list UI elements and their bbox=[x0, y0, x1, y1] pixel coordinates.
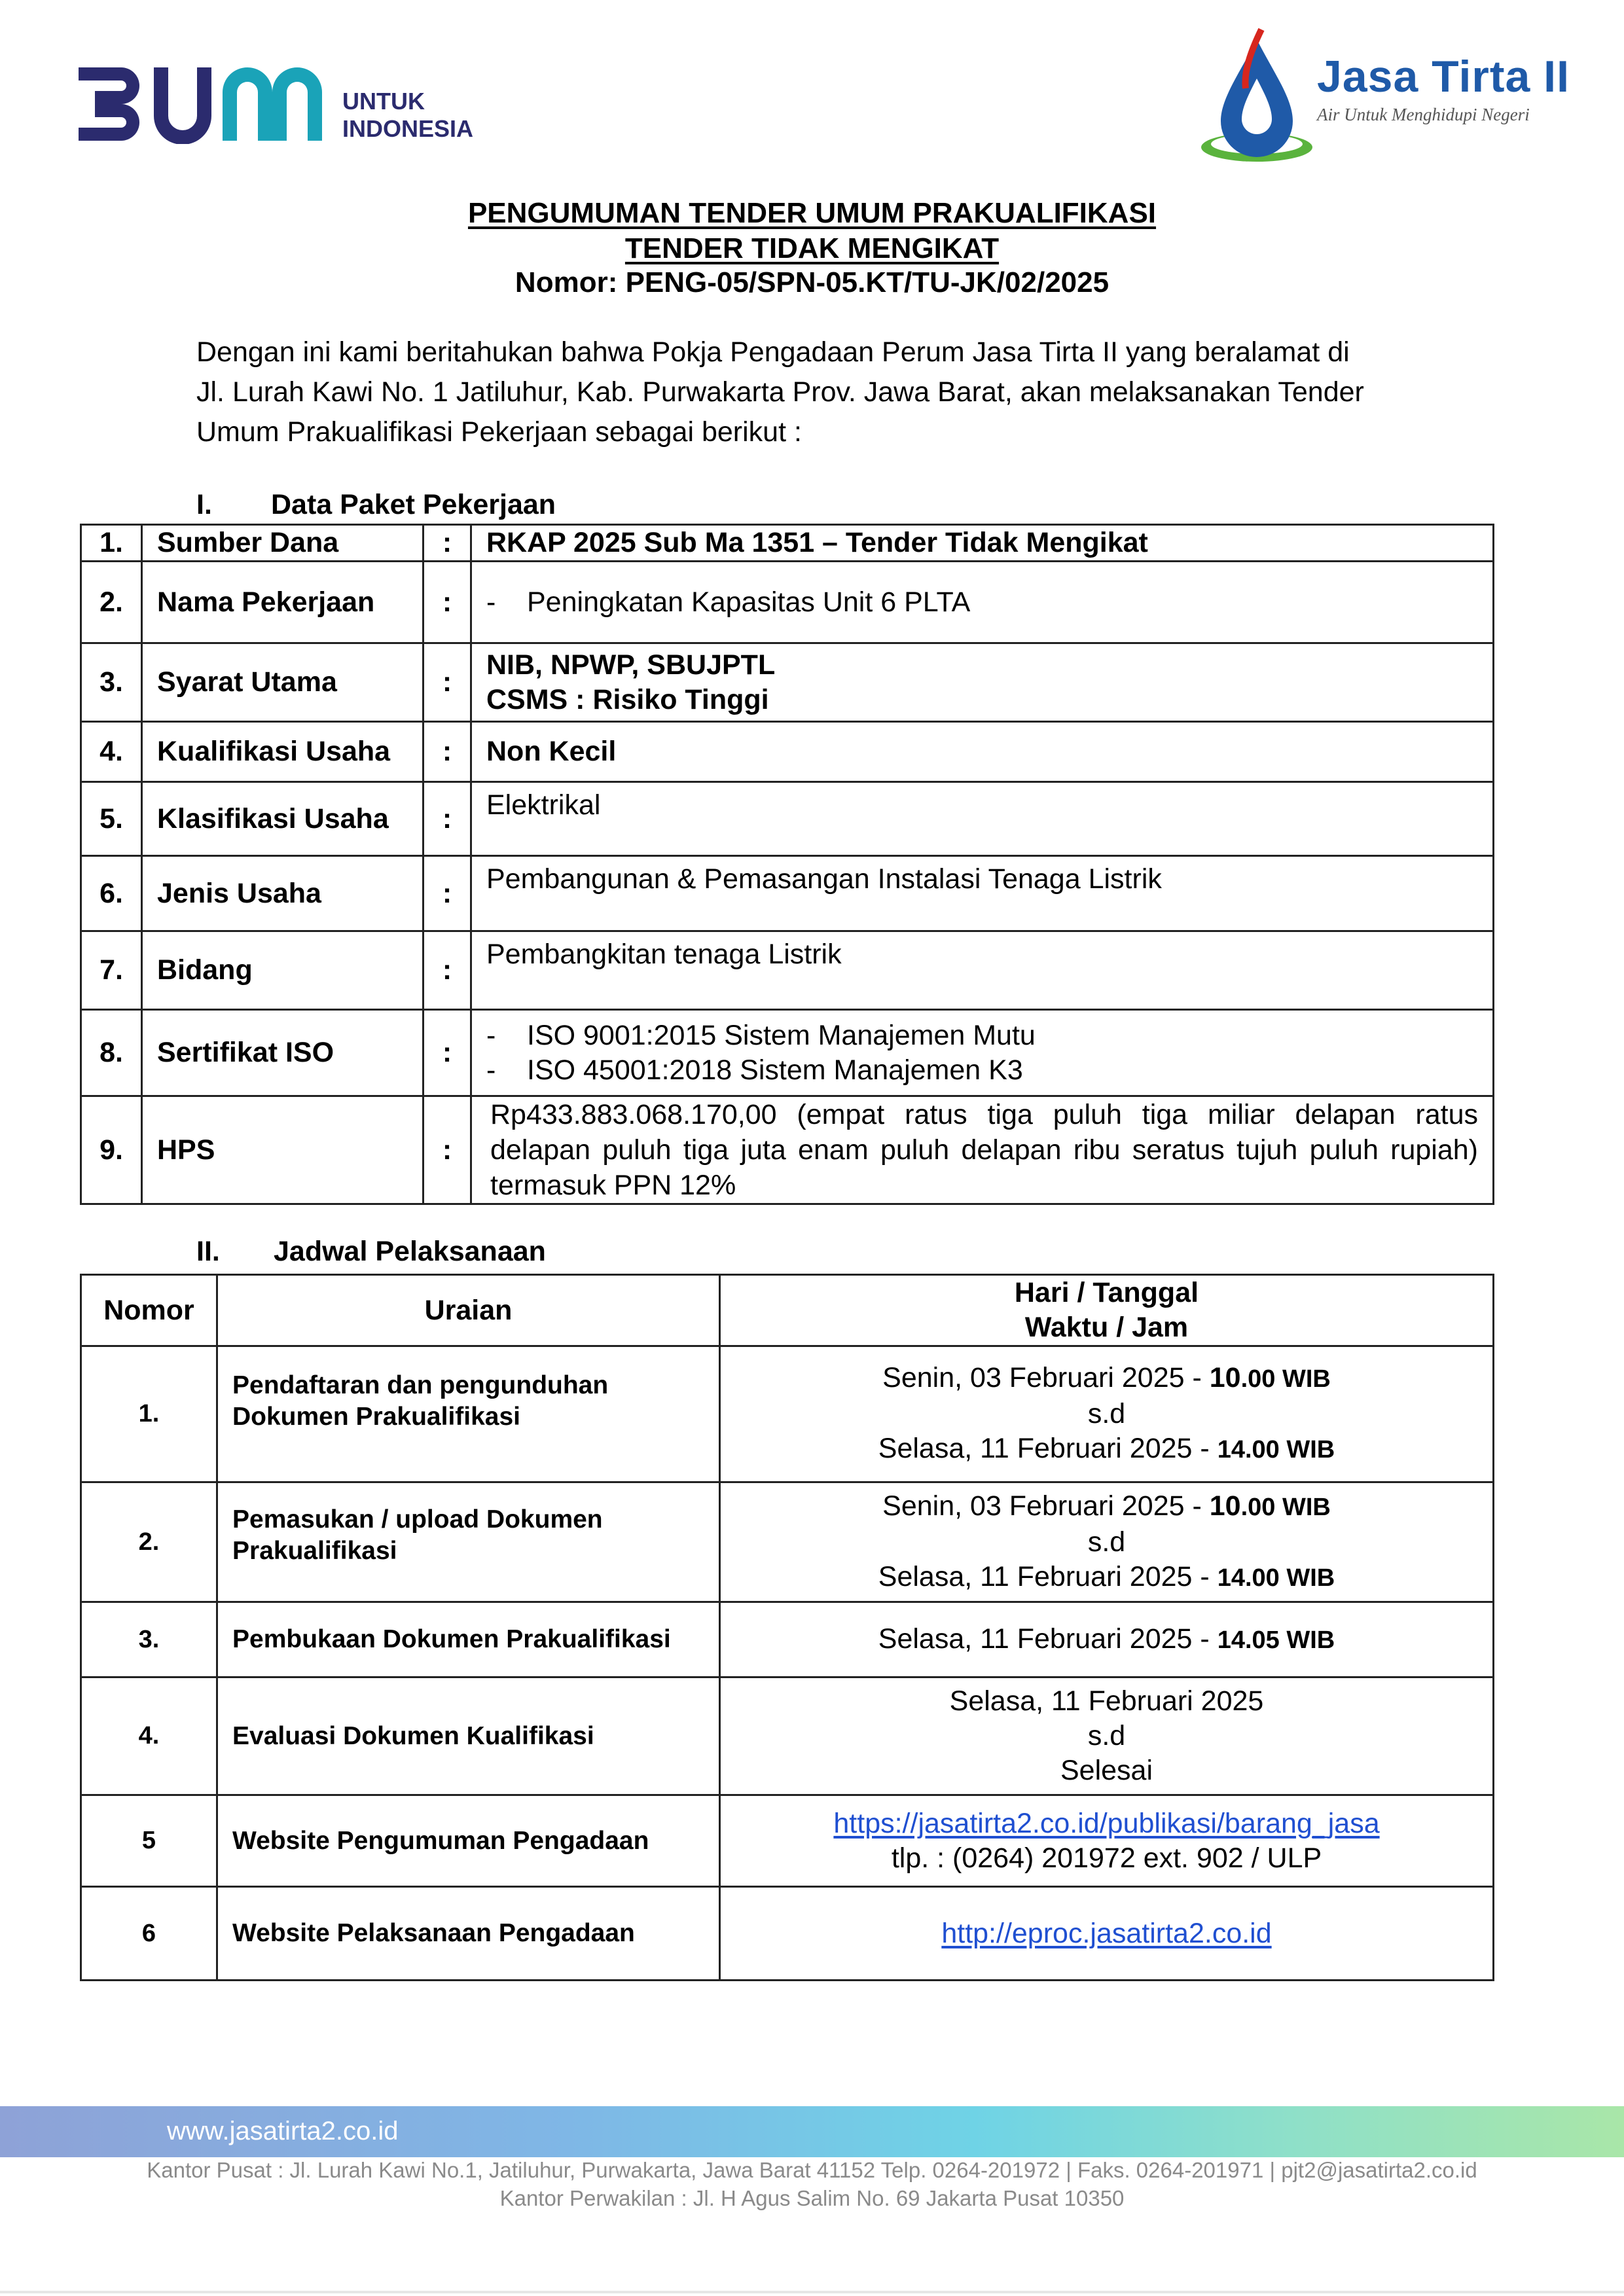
uraian-line: Prakualifikasi bbox=[232, 1537, 397, 1565]
row-number: 3. bbox=[81, 643, 142, 722]
footer-website: www.jasatirta2.co.id bbox=[167, 2117, 399, 2145]
date-text: Selasa, 11 Februari 2025 bbox=[878, 1560, 1193, 1592]
row-value: RKAP 2025 Sub Ma 1351 – Tender Tidak Mengikat bbox=[471, 525, 1494, 562]
row-tanggal bbox=[720, 1795, 1494, 1887]
time-text: 14.00 WIB bbox=[1217, 1564, 1335, 1592]
table-row bbox=[81, 525, 1494, 562]
footer-address-line: Kantor Perwakilan : Jl. H Agus Salim No. 69 Jakarta Pusat 10350 bbox=[499, 2186, 1125, 2210]
row-value-line: ISO 9001:2015 Sistem Manajemen Mutu bbox=[527, 1019, 1036, 1051]
intro-paragraph bbox=[196, 332, 1453, 452]
doc-title-line1: PENGUMUMAN TENDER UMUM PRAKUALIFIKASI bbox=[467, 197, 1157, 229]
row-colon: : bbox=[424, 1096, 471, 1204]
table-row bbox=[81, 1602, 1494, 1677]
date-text: Selasa, 11 Februari 2025 bbox=[878, 1433, 1193, 1464]
footer-address-line: Kantor Pusat : Jl. Lurah Kawi No.1, Jatiluhur, Purwakarta, Jawa Barat 41152 Telp. 0264-201972 | Faks. 0264-201971 | pjt2@jasatirta2.co.id bbox=[147, 2158, 1477, 2182]
row-value bbox=[471, 643, 1494, 722]
uraian-line: Pendaftaran dan pengunduhan bbox=[232, 1371, 609, 1399]
section-title: Jadwal Pelaksanaan bbox=[274, 1236, 546, 1267]
time-text: 14.05 WIB bbox=[1217, 1626, 1335, 1654]
doc-title-line2: TENDER TIDAK MENGIKAT bbox=[624, 232, 1000, 264]
table-row bbox=[81, 1010, 1494, 1096]
list-dash: - bbox=[486, 1054, 496, 1086]
time-text: .00 WIB bbox=[1240, 1365, 1331, 1393]
section-number: I. bbox=[196, 489, 212, 520]
table-row bbox=[81, 1346, 1494, 1482]
row-value bbox=[471, 1010, 1494, 1096]
date-text: Selasa, 11 Februari 2025 bbox=[878, 1623, 1193, 1655]
row-uraian bbox=[217, 1482, 720, 1602]
row-tanggal bbox=[720, 1482, 1494, 1602]
row-value-line: NIB, NPWP, SBUJPTL bbox=[486, 649, 776, 681]
data-paket-table bbox=[80, 524, 1494, 1205]
section-number: II. bbox=[196, 1236, 220, 1267]
column-header-nomor: Nomor bbox=[81, 1275, 217, 1346]
uraian-line: Dokumen Prakualifikasi bbox=[232, 1402, 521, 1431]
row-uraian bbox=[217, 1346, 720, 1482]
row-value: Pembangunan & Pemasangan Instalasi Tenaga Listrik bbox=[471, 856, 1494, 931]
row-colon: : bbox=[424, 856, 471, 931]
row-tanggal bbox=[720, 1677, 1494, 1795]
date-separator: - bbox=[1192, 1560, 1218, 1592]
row-colon: : bbox=[424, 782, 471, 856]
table-row bbox=[81, 856, 1494, 931]
end-text: Selesai bbox=[1060, 1755, 1153, 1786]
row-tanggal bbox=[720, 1602, 1494, 1677]
row-value: Non Kecil bbox=[471, 722, 1494, 782]
bottom-rule bbox=[0, 2291, 1624, 2293]
row-label: HPS bbox=[142, 1096, 424, 1204]
row-value: Elektrikal bbox=[471, 782, 1494, 856]
intro-line: Umum Prakualifikasi Pekerjaan sebagai berikut : bbox=[196, 416, 802, 448]
list-dash: - bbox=[486, 1019, 496, 1051]
row-number: 7. bbox=[81, 931, 142, 1010]
jasa-tirta-logo-name: Jasa Tirta II bbox=[1317, 52, 1570, 101]
uraian-line: Pemasukan / upload Dokumen bbox=[232, 1505, 603, 1534]
table-row bbox=[81, 722, 1494, 782]
row-number: 5. bbox=[81, 782, 142, 856]
row-label: Nama Pekerjaan bbox=[142, 562, 424, 643]
table-row bbox=[81, 931, 1494, 1010]
time-hour: 10 bbox=[1209, 1362, 1241, 1393]
row-label: Kualifikasi Usaha bbox=[142, 722, 424, 782]
table-row bbox=[81, 782, 1494, 856]
date-text: Senin, 03 Februari 2025 bbox=[882, 1362, 1185, 1393]
table-header-row bbox=[81, 1275, 1494, 1346]
row-value-text: Peningkatan Kapasitas Unit 6 PLTA bbox=[527, 586, 971, 618]
list-dash: - bbox=[486, 586, 496, 618]
table-row bbox=[81, 643, 1494, 722]
row-number: 6 bbox=[81, 1887, 217, 1981]
column-header-uraian: Uraian bbox=[217, 1275, 720, 1346]
sd-text: s.d bbox=[1087, 1720, 1126, 1751]
eproc-website-link[interactable]: http://eproc.jasatirta2.co.id bbox=[941, 1917, 1272, 1949]
row-uraian: Website Pelaksanaan Pengadaan bbox=[217, 1887, 720, 1981]
row-number: 2. bbox=[81, 562, 142, 643]
date-separator: - bbox=[1184, 1490, 1210, 1522]
row-label: Syarat Utama bbox=[142, 643, 424, 722]
row-number: 4. bbox=[81, 722, 142, 782]
date-separator: - bbox=[1184, 1362, 1210, 1393]
time-hour: 10 bbox=[1209, 1490, 1241, 1522]
table-row bbox=[81, 1096, 1494, 1204]
row-value-line: ISO 45001:2018 Sistem Manajemen K3 bbox=[527, 1054, 1023, 1086]
row-colon: : bbox=[424, 525, 471, 562]
table-row bbox=[81, 562, 1494, 643]
row-tanggal bbox=[720, 1346, 1494, 1482]
row-number: 4. bbox=[81, 1677, 217, 1795]
sd-text: s.d bbox=[1087, 1398, 1126, 1429]
column-header-tanggal bbox=[720, 1275, 1494, 1346]
row-uraian: Evaluasi Dokumen Kualifikasi bbox=[217, 1677, 720, 1795]
time-text: 14.00 WIB bbox=[1217, 1436, 1335, 1463]
intro-line: Dengan ini kami beritahukan bahwa Pokja Pengadaan Perum Jasa Tirta II yang beralamat di bbox=[196, 336, 1350, 368]
row-value bbox=[471, 562, 1494, 643]
table-row bbox=[81, 1795, 1494, 1887]
row-number: 2. bbox=[81, 1482, 217, 1602]
row-value: Rp433.883.068.170,00 (empat ratus tiga puluh tiga miliar delapan ratus delapan puluh tiga juta enam puluh delapan ribu seratus tujuh puluh rupiah) termasuk PPN 12% bbox=[471, 1096, 1494, 1204]
jadwal-table bbox=[80, 1274, 1494, 1981]
table-row bbox=[81, 1482, 1494, 1602]
row-number: 9. bbox=[81, 1096, 142, 1204]
row-label: Sertifikat ISO bbox=[142, 1010, 424, 1096]
row-number: 1. bbox=[81, 525, 142, 562]
row-number: 6. bbox=[81, 856, 142, 931]
date-text: Senin, 03 Februari 2025 bbox=[882, 1490, 1185, 1522]
announcement-website-link[interactable]: https://jasatirta2.co.id/publikasi/barang_jasa bbox=[833, 1807, 1380, 1839]
table-row bbox=[81, 1887, 1494, 1981]
date-separator: - bbox=[1192, 1623, 1218, 1655]
row-number: 5 bbox=[81, 1795, 217, 1887]
row-label: Sumber Dana bbox=[142, 525, 424, 562]
row-label: Jenis Usaha bbox=[142, 856, 424, 931]
time-text: .00 WIB bbox=[1240, 1493, 1331, 1521]
header-line: Hari / Tanggal bbox=[1014, 1277, 1199, 1308]
row-number: 1. bbox=[81, 1346, 217, 1482]
row-label: Bidang bbox=[142, 931, 424, 1010]
row-colon: : bbox=[424, 722, 471, 782]
row-colon: : bbox=[424, 562, 471, 643]
row-uraian: Website Pengumuman Pengadaan bbox=[217, 1795, 720, 1887]
date-separator: - bbox=[1192, 1433, 1218, 1464]
sd-text: s.d bbox=[1087, 1526, 1126, 1558]
row-uraian: Pembukaan Dokumen Prakualifikasi bbox=[217, 1602, 720, 1677]
row-number: 8. bbox=[81, 1010, 142, 1096]
row-tanggal bbox=[720, 1887, 1494, 1981]
row-value-line: CSMS : Risiko Tinggi bbox=[486, 683, 769, 715]
row-colon: : bbox=[424, 643, 471, 722]
jasa-tirta-logo-tagline: Air Untuk Menghidupi Negeri bbox=[1317, 105, 1530, 124]
bumn-tagline: UNTUK INDONESIA bbox=[342, 88, 474, 142]
section-title: Data Paket Pekerjaan bbox=[271, 489, 556, 520]
row-colon: : bbox=[424, 1010, 471, 1096]
table-row bbox=[81, 1677, 1494, 1795]
intro-line: Jl. Lurah Kawi No. 1 Jatiluhur, Kab. Purwakarta Prov. Jawa Barat, akan melaksanakan Tender bbox=[196, 376, 1364, 408]
row-number: 3. bbox=[81, 1602, 217, 1677]
row-label: Klasifikasi Usaha bbox=[142, 782, 424, 856]
row-value: Pembangkitan tenaga Listrik bbox=[471, 931, 1494, 1010]
row-colon: : bbox=[424, 931, 471, 1010]
header-line: Waktu / Jam bbox=[1024, 1312, 1189, 1343]
date-text: Selasa, 11 Februari 2025 bbox=[949, 1685, 1264, 1717]
doc-number: Nomor: PENG-05/SPN-05.KT/TU-JK/02/2025 bbox=[514, 266, 1110, 298]
phone-text: tlp. : (0264) 201972 ext. 902 / ULP bbox=[891, 1842, 1322, 1874]
